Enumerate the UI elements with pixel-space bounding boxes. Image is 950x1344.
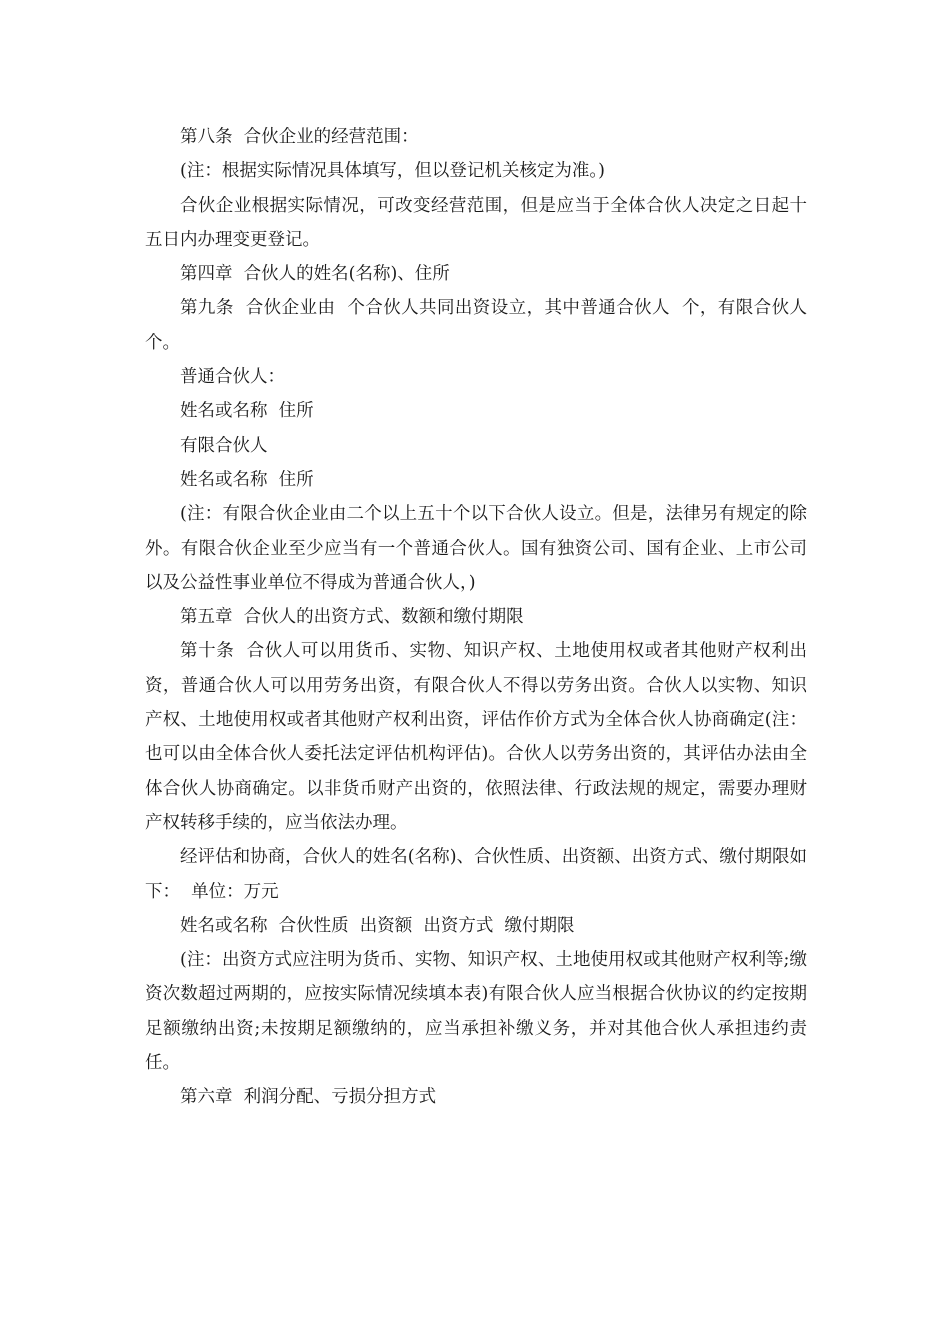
limited-partner-label: 有限合伙人 (180, 435, 268, 456)
chapter-5-heading: 第五章 合伙人的出资方式、数额和缴付期限 (180, 607, 524, 628)
document-body (145, 120, 819, 1115)
article-8-heading: 第八条 合伙企业的经营范围： (180, 127, 419, 147)
article-8-note: (注：根据实际情况具体填写，但以登记机关核定为准。) (180, 161, 605, 182)
general-partner-label: 普通合伙人： (180, 367, 285, 388)
business-scope-change-paragraph: 合伙企业根据实际情况，可改变经营范围，但是应当于全体合伙人决定之日起十五日内办理变更登记。 (145, 195, 807, 250)
contribution-table-columns: 姓名或名称 合伙性质 出资额 出资方式 缴付期限 (180, 915, 575, 936)
limited-partner-columns: 姓名或名称 住所 (180, 469, 314, 490)
limited-partnership-note: (注：有限合伙企业由二个以上五十个以下合伙人设立。但是，法律另有规定的除外。有限合伙企业至少应当有一个普通合伙人。国有独资公司、国有企业、上市公司以及公益性事业单位不得成为普通合伙人，) (145, 504, 807, 593)
chapter-6-heading: 第六章 利润分配、亏损分担方式 (180, 1087, 437, 1108)
article-9-paragraph: 第九条 合伙企业由 个合伙人共同出资设立，其中普通合伙人 个，有限合伙人 个。 (145, 298, 819, 353)
article-10-paragraph: 第十条 合伙人可以用货币、实物、知识产权、土地使用权或者其他财产权利出资，普通合伙人可以用劳务出资，有限合伙人不得以劳务出资。合伙人以实物、知识产权、土地使用权或者其他财产权利出资，评估作价方式为全体合伙人协商确定(注：也可以由全体合伙人委托法定评估机构评估)。合伙人以劳务出资的，其评估办法由全体合伙人协商确定。以非货币财产出资的，依照法律、行政法规的规定，需要办理财产权转移手续的，应当依法办理。 (145, 641, 807, 833)
general-partner-columns: 姓名或名称 住所 (180, 401, 314, 422)
chapter-4-heading: 第四章 合伙人的姓名(名称)、住所 (180, 264, 450, 285)
contribution-note-paragraph: (注：出资方式应注明为货币、实物、知识产权、土地使用权或其他财产权利等;缴资次数超过两期的，应按实际情况续填本表)有限合伙人应当根据合伙协议的约定按期足额缴纳出资;未按期足额缴纳的，应当承担补缴义务，并对其他合伙人承担违约责任。 (145, 950, 807, 1074)
contribution-intro-paragraph: 经评估和协商，合伙人的姓名(名称)、合伙性质、出资额、出资方式、缴付期限如下： 单位：万元 (145, 847, 807, 902)
